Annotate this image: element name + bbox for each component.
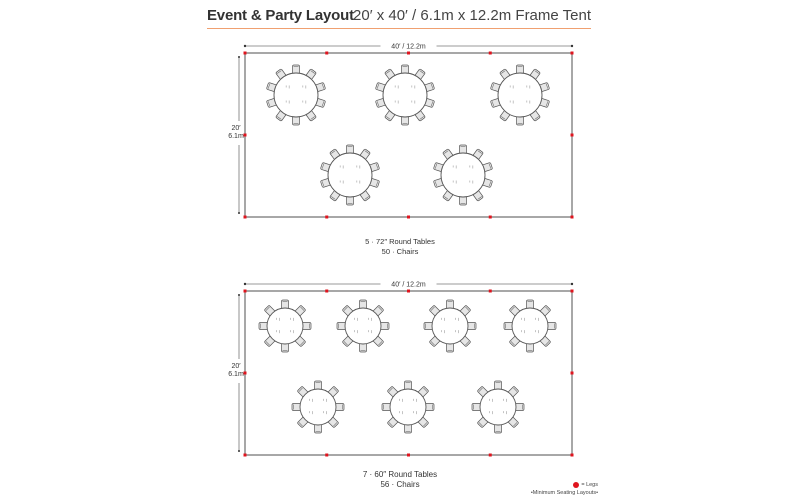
- tent-leg-marker: [489, 52, 492, 55]
- dimension-endpoint: [238, 212, 240, 214]
- layout-2-caption: [340, 470, 460, 490]
- table-top: [383, 73, 427, 117]
- table-top: [498, 73, 542, 117]
- round-table: [504, 300, 556, 352]
- width-label: 40′ / 12.2m: [391, 281, 426, 289]
- round-table: [490, 65, 549, 125]
- tent-leg-marker: [244, 372, 247, 375]
- tent-leg-marker: [407, 454, 410, 457]
- tent-leg-marker: [325, 52, 328, 55]
- dimension-endpoint: [238, 450, 240, 452]
- layout-2-chairs-label: 56 · Chairs: [380, 480, 420, 489]
- tent-leg-marker: [571, 52, 574, 55]
- tent-leg-marker: [244, 454, 247, 457]
- tent-leg-marker: [244, 134, 247, 137]
- tent-leg-marker: [571, 372, 574, 375]
- legend-note: •Minimum Seating Layouts•: [530, 490, 598, 496]
- height-label-ft: 20′: [231, 363, 241, 370]
- round-table: [375, 65, 434, 125]
- table-top: [480, 389, 516, 425]
- leg-marker-icon: [573, 482, 579, 488]
- page-title: Event & Party Layout: [207, 7, 354, 24]
- tent-leg-marker: [571, 134, 574, 137]
- tent-leg-marker: [407, 290, 410, 293]
- height-label-m: 6.1m: [228, 371, 244, 378]
- layout-1-tables-label: 5 · 72″ Round Tables: [365, 237, 435, 246]
- tent-leg-marker: [571, 290, 574, 293]
- tent-leg-marker: [325, 454, 328, 457]
- table-top: [300, 389, 336, 425]
- dimension-endpoint: [571, 45, 573, 47]
- round-table: [259, 300, 311, 352]
- tent-leg-marker: [571, 454, 574, 457]
- tent-leg-marker: [244, 290, 247, 293]
- round-table: [433, 145, 492, 205]
- table-top: [441, 153, 485, 197]
- page-subtitle: 20′ x 40′ / 6.1m x 12.2m Frame Tent: [353, 7, 591, 24]
- tent-leg-marker: [325, 290, 328, 293]
- dimension-endpoint: [244, 45, 246, 47]
- round-table: [337, 300, 389, 352]
- tent-leg-marker: [489, 290, 492, 293]
- tent-leg-marker: [489, 454, 492, 457]
- table-top: [267, 308, 303, 344]
- round-table: [424, 300, 476, 352]
- tent-leg-marker: [244, 52, 247, 55]
- table-top: [345, 308, 381, 344]
- round-table: [292, 381, 344, 433]
- tent-leg-marker: [244, 216, 247, 219]
- table-top: [328, 153, 372, 197]
- table-top: [432, 308, 468, 344]
- dimension-endpoint: [238, 294, 240, 296]
- round-table: [266, 65, 325, 125]
- round-table: [472, 381, 524, 433]
- tent-leg-marker: [325, 216, 328, 219]
- tent-leg-marker: [407, 52, 410, 55]
- dimension-endpoint: [238, 56, 240, 58]
- legend-legs-label: = Legs: [581, 482, 598, 488]
- width-label: 40′ / 12.2m: [391, 43, 426, 51]
- dimension-endpoint: [571, 283, 573, 285]
- tent-leg-marker: [571, 216, 574, 219]
- table-top: [512, 308, 548, 344]
- layout-1-caption: [330, 237, 470, 257]
- tent-leg-marker: [489, 216, 492, 219]
- table-top: [274, 73, 318, 117]
- legend: [520, 481, 598, 497]
- round-table: [320, 145, 379, 205]
- table-top: [390, 389, 426, 425]
- dimension-endpoint: [244, 283, 246, 285]
- height-label-ft: 20′: [231, 125, 241, 132]
- height-label-m: 6.1m: [228, 133, 244, 140]
- tent-leg-marker: [407, 216, 410, 219]
- round-table: [382, 381, 434, 433]
- layout-2-tables-label: 7 · 60″ Round Tables: [362, 470, 438, 479]
- layout-1-chairs-label: 50 · Chairs: [381, 247, 419, 256]
